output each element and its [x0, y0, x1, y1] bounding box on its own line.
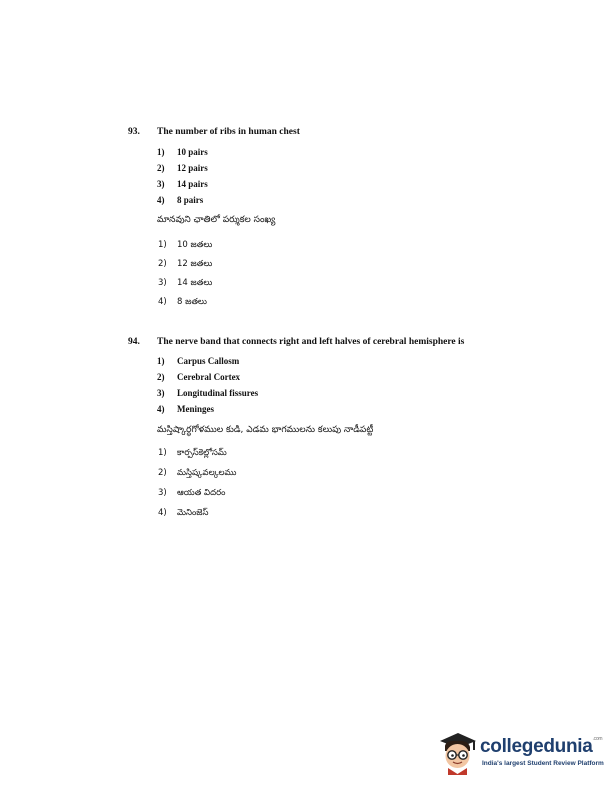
telugu-question-text: మానవుని ఛాతిలో పర్శుకల సంఖ్య: [157, 215, 276, 225]
option-number: 2): [158, 468, 167, 478]
question-text: The nerve band that connects right and left halves of cerebral hemisphere is: [157, 337, 465, 347]
option-number: 2): [158, 259, 167, 269]
option-number: 2): [157, 163, 165, 173]
option-number: 1): [157, 147, 165, 157]
logo-wordmark: [480, 736, 602, 758]
option-text: 14 pairs: [177, 179, 208, 189]
option-text: 10 జతలు: [177, 240, 213, 250]
option-text: 14 జతలు: [177, 278, 213, 288]
option-text: కార్పస్‌కెల్లోసమ్: [177, 448, 227, 458]
option-text: 10 pairs: [177, 147, 208, 157]
option-text: 8 జతలు: [177, 297, 207, 307]
option-number: 1): [158, 448, 167, 458]
option-number: 3): [157, 179, 165, 189]
option-text: Cerebral Cortex: [177, 372, 241, 382]
option-number: 2): [157, 372, 165, 382]
option-text: Meninges: [177, 404, 214, 414]
option-number: 1): [158, 240, 167, 250]
option-text: Longitudinal fissures: [177, 388, 259, 398]
question-number: 94.: [128, 337, 140, 347]
option-text: 12 pairs: [177, 163, 208, 173]
option-text: ఆయత విదరం: [177, 488, 226, 498]
logo-tagline: India's largest Student Review Platform: [482, 760, 604, 767]
question-number: 93.: [128, 127, 140, 137]
option-number: 4): [157, 195, 165, 205]
option-number: 4): [157, 404, 165, 414]
student-mascot-icon: [436, 731, 478, 775]
option-text: మస్తిష్కవల్కలము: [177, 468, 237, 478]
option-number: 3): [158, 488, 167, 498]
logo-domain-suffix: .com: [592, 736, 603, 742]
option-text: 12 జతలు: [177, 259, 213, 269]
question-text: The number of ribs in human chest: [157, 127, 300, 137]
logo-name-text: collegedunia: [480, 736, 593, 757]
option-text: మెనింజెస్: [177, 508, 209, 518]
option-text: 8 pairs: [177, 195, 204, 205]
option-number: 3): [157, 388, 165, 398]
option-text: Carpus Callosm: [177, 356, 240, 366]
option-number: 4): [158, 508, 167, 518]
option-number: 1): [157, 356, 165, 366]
option-number: 3): [158, 278, 167, 288]
option-number: 4): [158, 297, 167, 307]
telugu-question-text: మస్తిష్కార్ధగోళముల కుడి, ఎడమ భాగములను కలుపు నాడీపట్టీ: [157, 425, 374, 435]
collegedunia-logo: [436, 729, 606, 779]
